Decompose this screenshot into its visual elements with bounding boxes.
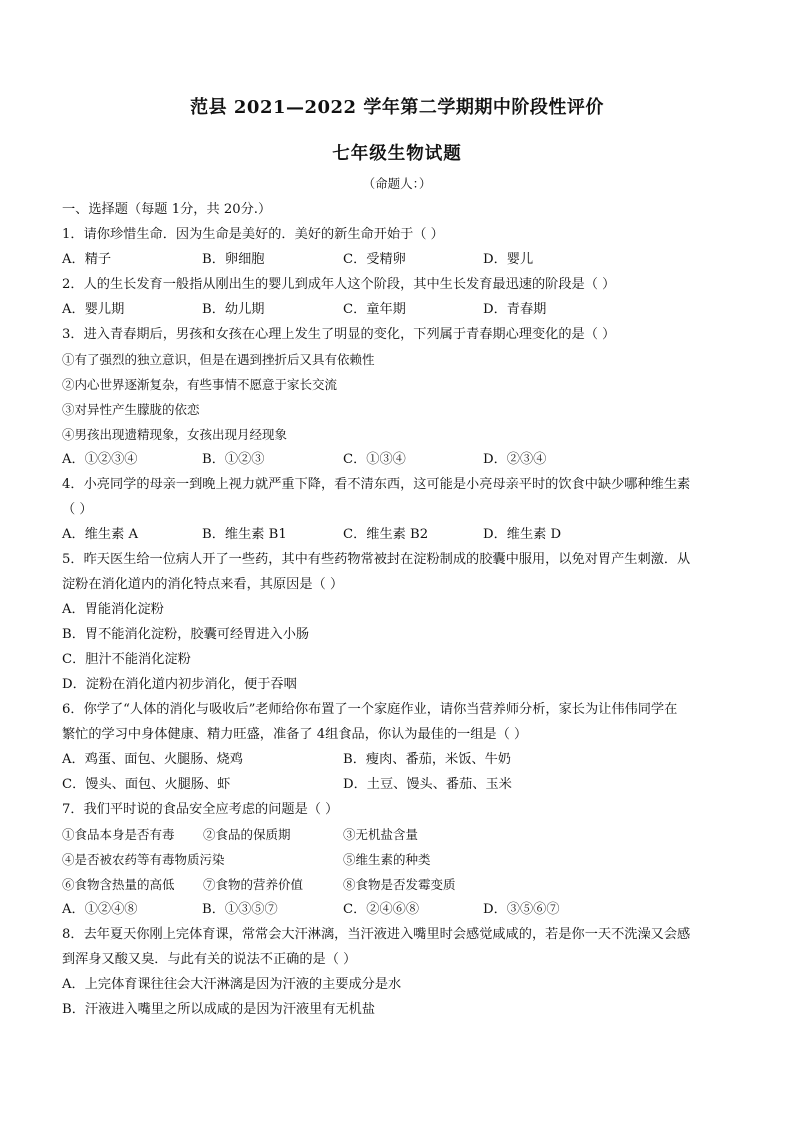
question-4-stem-cont: （ ） (62, 502, 93, 517)
question-7-stem: 7．我们平时说的食品安全应考虑的问题是（ ） (62, 802, 339, 817)
question-2-stem: 2．人的生长发育一般指从刚出生的婴儿到成年人这个阶段，其中生长发育最迅速的阶段是（ ） (62, 277, 616, 292)
question-3-item-4: ④男孩出现遗精现象，女孩出现月经现象 (62, 427, 288, 442)
question-3-option-c: C．①③④ (343, 452, 406, 467)
question-5-option-c: C．胆汁不能消化淀粉 (62, 652, 191, 667)
question-1-option-b: B．卵细胞 (202, 252, 265, 267)
question-8-stem: 8．去年夏天你刚上完体育课，常常会大汗淋漓，当汗液进入嘴里时会感觉咸咸的，若是你一天不洗澡又会感 (62, 927, 691, 942)
question-6-option-c: C．馒头、面包、火腿肠、虾 (62, 777, 231, 792)
question-1-option-d: D．婴儿 (483, 252, 534, 267)
question-5-option-a: A．胃能消化淀粉 (62, 602, 164, 617)
question-2-option-b: B．幼儿期 (202, 302, 265, 317)
question-7-option-d: D．③⑤⑥⑦ (483, 902, 560, 917)
question-7-items-row-2 (62, 847, 734, 872)
question-1-option-a: A．精子 (62, 252, 112, 267)
question-7-option-c: C．②④⑥⑧ (343, 902, 420, 917)
question-2-option-c: C．童年期 (343, 302, 406, 317)
question-6-stem: 6．你学了“人体的消化与吸收后”老师给你布置了一个家庭作业，请你当营养师分析，家长为让伟伟同学在 (62, 702, 678, 717)
question-7-option-b: B．①③⑤⑦ (202, 902, 278, 917)
question-3-option-a: A．①②③④ (62, 452, 138, 467)
question-7-item-3: ③无机盐含量 (343, 827, 419, 842)
question-2-option-d: D．青春期 (483, 302, 547, 317)
exam-title: 范县 2021—2022 学年第二学期期中阶段性评价 (190, 97, 604, 118)
question-7-options (62, 897, 734, 922)
question-7-item-2: ②食品的保质期 (203, 827, 291, 842)
question-8-option-a: A．上完体育课往往会大汗淋漓是因为汗液的主要成分是水 (62, 977, 402, 992)
question-4-option-d: D．维生素 D (483, 527, 562, 542)
question-6-options-row-1 (62, 747, 734, 772)
question-8-stem-cont: 到浑身又酸又臭．与此有关的说法不正确的是（ ） (62, 952, 357, 967)
question-list (62, 197, 734, 1022)
author-line: （命题人：） (362, 176, 432, 191)
question-7-item-7: ⑦食物的营养价值 (203, 877, 304, 892)
question-4-option-c: C．维生素 B2 (343, 527, 429, 542)
question-3-option-b: B．①②③ (202, 452, 265, 467)
question-7-items-row-3 (62, 872, 734, 897)
question-7-item-8: ⑧食物是否发霉变质 (343, 877, 456, 892)
question-6-option-b: B．瘦肉、番茄，米饭、牛奶 (343, 752, 511, 767)
question-5-option-b: B．胃不能消化淀粉，胶囊可经胃进入小肠 (62, 627, 310, 642)
question-7-item-4: ④是否被农药等有毒物质污染 (62, 852, 225, 867)
question-4-stem: 4．小亮同学的母亲一到晚上视力就严重下降，看不清东西，这可能是小亮母亲平时的饮食中缺少哪种维生素 (62, 477, 691, 492)
question-5-option-d: D．淀粉在消化道内初步消化，便于吞咽 (62, 677, 297, 692)
question-7-item-5: ⑤维生素的种类 (343, 852, 431, 867)
question-3-stem: 3．进入青春期后，男孩和女孩在心理上发生了明显的变化，下列属于青春期心理变化的是（ ） (62, 327, 616, 342)
question-2-options (62, 297, 734, 322)
question-6-option-d: D．土豆、馒头、番茄、玉米 (343, 777, 512, 792)
question-3-item-3: ③对异性产生朦胧的依恋 (62, 402, 200, 417)
question-7-item-6: ⑥食物含热量的高低 (62, 877, 175, 892)
question-3-item-2: ②内心世界逐渐复杂，有些事情不愿意于家长交流 (62, 377, 338, 392)
question-7-option-a: A．①②④⑧ (62, 902, 138, 917)
question-7-items-row-1 (62, 822, 734, 847)
question-4-option-b: B．维生素 B1 (202, 527, 287, 542)
question-1-options (62, 247, 734, 272)
question-1-stem: 1．请你珍惜生命．因为生命是美好的．美好的新生命开始于（ ） (62, 227, 444, 242)
question-1-option-c: C．受精卵 (343, 252, 406, 267)
question-3-options (62, 447, 734, 472)
question-6-options-row-2 (62, 772, 734, 797)
question-4-options (62, 522, 734, 547)
question-5-stem-cont: 淀粉在消化道内的消化特点来看，其原因是（ ） (62, 577, 344, 592)
question-2-option-a: A．婴儿期 (62, 302, 125, 317)
exam-subtitle: 七年级生物试题 (332, 144, 462, 164)
question-5-stem: 5．昨天医生给一位病人开了一些药，其中有些药物常被封在淀粉制成的胶囊中服用，以免对胃产生刺激．从 (62, 552, 691, 567)
question-4-option-a: A．维生素 A (62, 527, 138, 542)
question-3-option-d: D．②③④ (483, 452, 547, 467)
question-6-stem-cont: 繁忙的学习中身体健康、精力旺盛，准备了 4组食品，你认为最佳的一组是（ ） (62, 727, 528, 742)
question-3-item-1: ①有了强烈的独立意识，但是在遇到挫折后又具有依赖性 (62, 352, 375, 367)
question-6-option-a: A．鸡蛋、面包、火腿肠、烧鸡 (62, 752, 243, 767)
question-7-item-1: ①食品本身是否有毒 (62, 827, 175, 842)
section-title: 一、选择题（每题 1分，共 20分.） (62, 202, 272, 217)
question-8-option-b: B．汗液进入嘴里之所以成咸的是因为汗液里有无机盐 (62, 1002, 376, 1017)
